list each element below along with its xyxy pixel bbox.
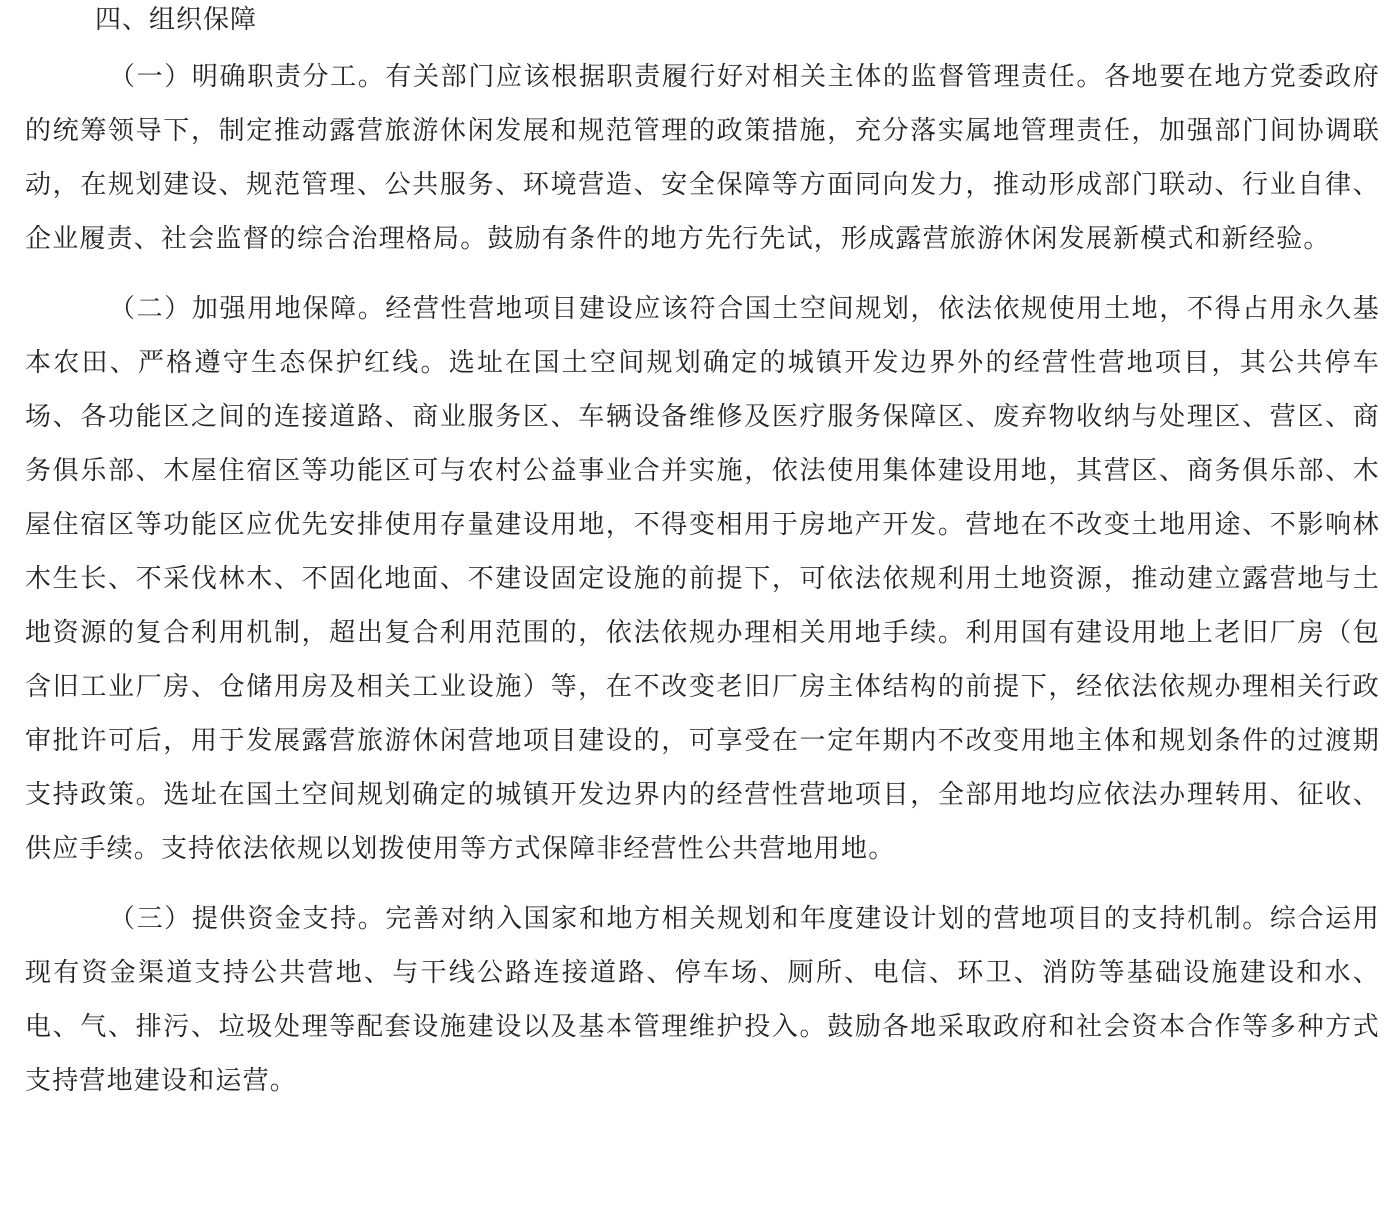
paragraph-land-use-guarantee: （二）加强用地保障。经营性营地项目建设应该符合国土空间规划，依法依规使用土地，不得占用永久基本农田、严格遵守生态保护红线。选址在国土空间规划确定的城镇开发边界外的经营性营地项目，其公共停车场、各功能区之间的连接道路、商业服务区、车辆设备维修及医疗服务保障区、废弃物收纳与处理区、营区、商务俱乐部、木屋住宿区等功能区可与农村公益事业合并实施，依法使用集体建设用地，其营区、商务俱乐部、木屋住宿区等功能区应优先安排使用存量建设用地，不得变相用于房地产开发。营地在不改变土地用途、不影响林木生长、不采伐林木、不固化地面、不建设固定设施的前提下，可依法依规利用土地资源，推动建立露营地与土地资源的复合利用机制，超出复合利用范围的，依法依规办理相关用地手续。利用国有建设用地上老旧厂房（包含旧工业厂房、仓储用房及相关工业设施）等，在不改变老旧厂房主体结构的前提下，经依法依规办理相关行政审批许可后，用于发展露营旅游休闲营地项目建设的，可享受在一定年期内不改变用地主体和规划条件的过渡期支持政策。选址在国土空间规划确定的城镇开发边界内的经营性营地项目，全部用地均应依法办理转用、征收、供应手续。支持依法依规以划拨使用等方式保障非经营性公共营地用地。 (25, 294, 1380, 864)
section-heading: 四、组织保障 (95, 5, 258, 35)
paragraph-funding-support: （三）提供资金支持。完善对纳入国家和地方相关规划和年度建设计划的营地项目的支持机制。综合运用现有资金渠道支持公共营地、与干线公路连接道路、停车场、厕所、电信、环卫、消防等基础设施建设和水、电、气、排污、垃圾处理等配套设施建设以及基本管理维护投入。鼓励各地采取政府和社会资本合作等多种方式支持营地建设和运营。 (25, 904, 1380, 1096)
paragraph-responsibility-division: （一）明确职责分工。有关部门应该根据职责履行好对相关主体的监督管理责任。各地要在地方党委政府的统筹领导下，制定推动露营旅游休闲发展和规范管理的政策措施，充分落实属地管理责任，加强部门间协调联动，在规划建设、规范管理、公共服务、环境营造、安全保障等方面同向发力，推动形成部门联动、行业自律、企业履责、社会监督的综合治理格局。鼓励有条件的地方先行先试，形成露营旅游休闲发展新模式和新经验。 (25, 62, 1380, 254)
